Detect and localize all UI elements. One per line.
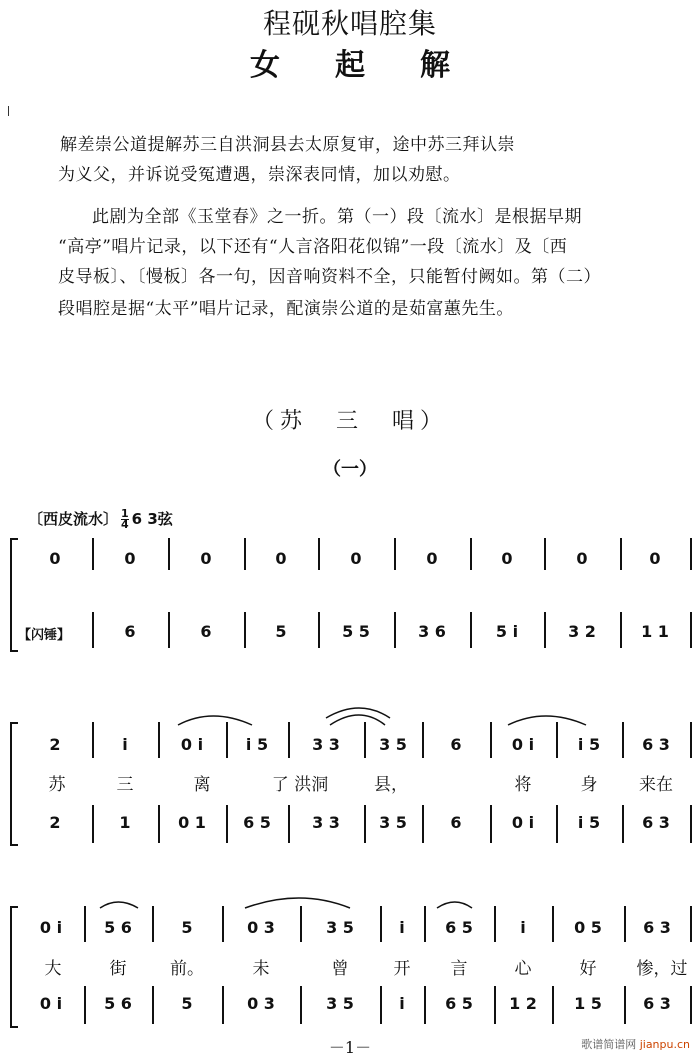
voice-note: 5 bbox=[181, 918, 193, 937]
voice-note: 0 bbox=[200, 549, 212, 568]
lyric-syllable: 开 bbox=[393, 959, 411, 979]
singer-heading: （苏 三 唱） bbox=[251, 409, 448, 434]
accomp-note: 6 3 bbox=[643, 994, 671, 1013]
watermark bbox=[581, 1036, 690, 1052]
intro-line-5: 皮导板〕、〔慢板〕各一句，因音响资料不全，只能暂付阙如。第（二） bbox=[58, 267, 601, 287]
opera-title: 女起解 bbox=[250, 48, 505, 83]
time-signature bbox=[121, 509, 129, 530]
lyric-syllable: 街 bbox=[109, 959, 127, 979]
intro-line-6: 段唱腔是据“太平”唱片记录，配演崇公道的是茹富蕙先生。 bbox=[58, 299, 514, 319]
slur bbox=[437, 902, 472, 908]
lyric-syllable: 了 洪洞 bbox=[271, 775, 329, 795]
accomp-note: 2 bbox=[49, 813, 61, 832]
accomp-note: 5 6 bbox=[104, 994, 132, 1013]
margin-mark bbox=[8, 106, 9, 116]
voice-note: 0 5 bbox=[574, 918, 602, 937]
accomp-note: 1 2 bbox=[509, 994, 537, 1013]
voice-note: i bbox=[122, 735, 128, 754]
time-numerator: 1 bbox=[121, 507, 129, 520]
slur bbox=[245, 898, 350, 908]
lyric-syllable: 身 bbox=[580, 775, 598, 795]
voice-note: 6 bbox=[450, 735, 462, 754]
voice-note: i bbox=[399, 918, 405, 937]
slur bbox=[508, 716, 586, 725]
accomp-note: 0 3 bbox=[247, 994, 275, 1013]
bar-line bbox=[690, 906, 692, 942]
accomp-note: 5 i bbox=[495, 622, 519, 641]
watermark-site: 歌谱简谱网 bbox=[581, 1038, 637, 1051]
bar-line bbox=[690, 986, 692, 1024]
accomp-note: i 5 bbox=[577, 813, 601, 832]
voice-note: 0 bbox=[501, 549, 513, 568]
lyric-syllable: 三 bbox=[116, 775, 134, 795]
slur bbox=[100, 902, 138, 908]
accomp-note: 3 5 bbox=[379, 813, 407, 832]
voice-note: 0 bbox=[649, 549, 661, 568]
accomp-note: 1 5 bbox=[574, 994, 602, 1013]
voice-note: i 5 bbox=[577, 735, 601, 754]
book-title: 程砚秋唱腔集 bbox=[262, 7, 437, 40]
accomp-note: i bbox=[399, 994, 405, 1013]
accomp-note: 1 bbox=[119, 813, 131, 832]
voice-note: 0 bbox=[350, 549, 362, 568]
voice-note: 6 3 bbox=[643, 918, 671, 937]
lyric-syllable: 前。 bbox=[170, 959, 204, 979]
slur bbox=[326, 708, 390, 718]
lyric-syllable: 苏 bbox=[48, 775, 66, 795]
accomp-note: 6 5 bbox=[243, 813, 271, 832]
lyric-syllable: 惨，过 bbox=[636, 959, 688, 979]
voice-note: 6 5 bbox=[445, 918, 473, 937]
bar-line bbox=[690, 538, 692, 570]
slur bbox=[330, 715, 385, 725]
lyric-syllable: 心 bbox=[514, 959, 532, 979]
lyric-syllable: 曾 bbox=[331, 959, 349, 979]
voice-note: 6 3 bbox=[642, 735, 670, 754]
tempo-marking bbox=[28, 508, 173, 530]
bar-line bbox=[690, 612, 692, 648]
voice-note: 0 bbox=[49, 549, 61, 568]
accomp-note: 5 bbox=[181, 994, 193, 1013]
voice-note: 3 3 bbox=[312, 735, 340, 754]
accomp-note: 5 bbox=[275, 622, 287, 641]
lyric-syllable: 来在 bbox=[639, 775, 673, 795]
voice-note: 3 5 bbox=[326, 918, 354, 937]
accomp-note: 3 2 bbox=[568, 622, 596, 641]
voice-note: 0 bbox=[576, 549, 588, 568]
time-denominator: 4 bbox=[121, 518, 129, 531]
system-bracket bbox=[10, 722, 18, 846]
voice-note: 0 i bbox=[180, 735, 204, 754]
lyric-syllable: 大 bbox=[44, 959, 62, 979]
bar-line bbox=[690, 722, 692, 758]
intro-line-1: 解差崇公道提解苏三自洪洞县去太原复审，途中苏三拜认崇 bbox=[60, 135, 515, 155]
accomp-note: 6 5 bbox=[445, 994, 473, 1013]
accomp-note: 0 1 bbox=[178, 813, 206, 832]
accomp-note: 3 6 bbox=[418, 622, 446, 641]
intro-line-4: “高亭”唱片记录，以下还有“人言洛阳花似锦”一段〔流水〕及〔西 bbox=[58, 237, 568, 257]
voice-note: 3 5 bbox=[379, 735, 407, 754]
accomp-note: 0 i bbox=[39, 994, 63, 1013]
key-marking: 6 3弦 bbox=[131, 510, 173, 528]
accomp-note: 3 3 bbox=[312, 813, 340, 832]
section-heading: （一） bbox=[323, 459, 377, 480]
accomp-note: 6 bbox=[200, 622, 212, 641]
lyric-syllable: 好 bbox=[579, 959, 597, 979]
lyric-syllable: 未 bbox=[252, 959, 270, 979]
lyric-syllable: 离 bbox=[193, 775, 211, 795]
accomp-note: 0 i bbox=[511, 813, 535, 832]
lyric-syllable: 县， bbox=[374, 775, 408, 795]
lyric-syllable: 将 bbox=[514, 775, 532, 795]
bar-line bbox=[690, 805, 692, 843]
intro-line-2: 为义父，并诉说受冤遭遇，崇深表同情，加以劝慰。 bbox=[58, 165, 461, 185]
voice-note: i 5 bbox=[245, 735, 269, 754]
intro-line-3: 此剧为全部《玉堂春》之一折。第（一）段〔流水〕是根据早期 bbox=[92, 207, 582, 227]
voice-note: 0 3 bbox=[247, 918, 275, 937]
accomp-note: 6 bbox=[450, 813, 462, 832]
system-bracket bbox=[10, 538, 18, 652]
accomp-note: 6 3 bbox=[642, 813, 670, 832]
voice-note: 0 bbox=[426, 549, 438, 568]
voice-note: i bbox=[520, 918, 526, 937]
voice-note: 0 i bbox=[39, 918, 63, 937]
lyric-syllable: 言 bbox=[450, 959, 468, 979]
accomp-note: 5 5 bbox=[342, 622, 370, 641]
voice-note: 0 bbox=[124, 549, 136, 568]
page-number: －1－ bbox=[328, 1038, 372, 1057]
voice-note: 5 6 bbox=[104, 918, 132, 937]
accomp-note: 1 1 bbox=[641, 622, 669, 641]
accomp-note: 6 bbox=[124, 622, 136, 641]
watermark-url: jianpu.cn bbox=[639, 1038, 690, 1051]
tempo-label: 〔西皮流水〕 bbox=[28, 510, 119, 528]
voice-note: 0 bbox=[275, 549, 287, 568]
voice-note: 0 i bbox=[511, 735, 535, 754]
accomp-note: 3 5 bbox=[326, 994, 354, 1013]
accompaniment-label: 【闪锤】 bbox=[18, 628, 71, 643]
slur bbox=[178, 716, 252, 725]
voice-note: 2 bbox=[49, 735, 61, 754]
system-bracket bbox=[10, 906, 18, 1028]
